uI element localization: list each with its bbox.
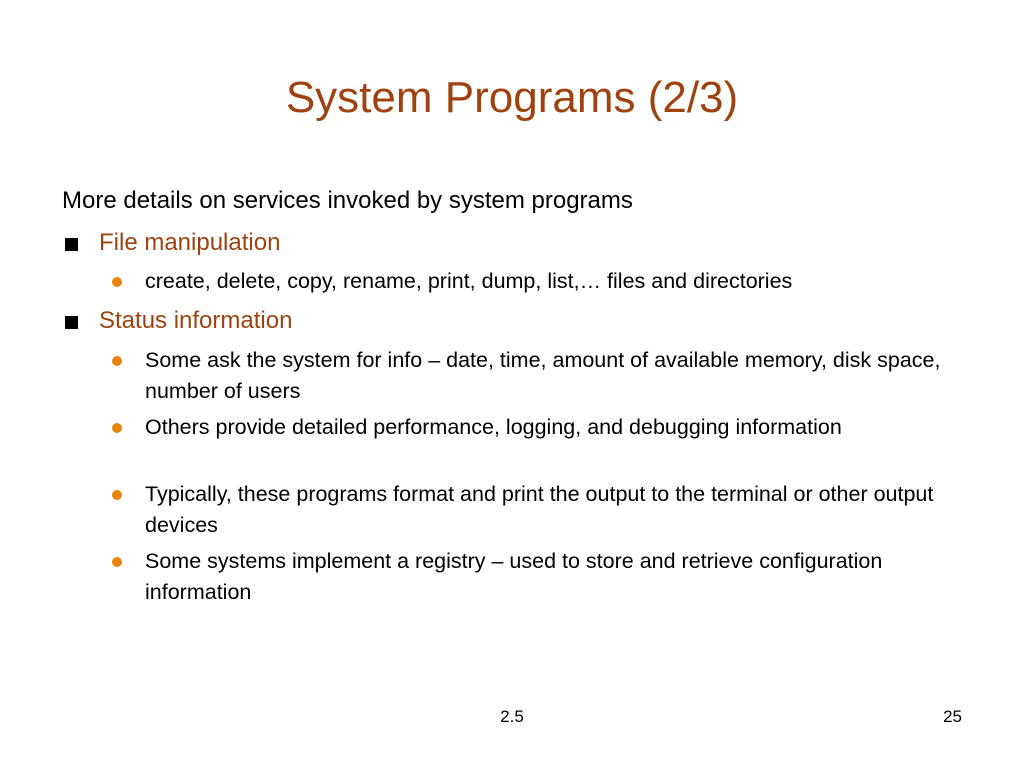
sub-bullet-text: Some systems implement a registry – used to store and retrieve configuration information — [145, 549, 883, 604]
bullet-heading: File manipulation — [99, 229, 281, 256]
intro-text: More details on services invoked by system programs — [62, 187, 633, 214]
square-bullet-icon — [65, 238, 78, 251]
sub-bullet-text: Others provide detailed performance, logging, and debugging information — [145, 415, 842, 439]
round-bullet-icon — [112, 356, 122, 366]
sub-bullet-file-ops — [108, 266, 958, 297]
round-bullet-icon — [112, 557, 122, 567]
bullet-heading: Status information — [99, 307, 293, 334]
sub-bullet-registry — [108, 546, 958, 608]
footer-section-number: 2.5 — [500, 707, 524, 726]
sub-bullet-performance-info — [108, 412, 958, 443]
sub-bullet-text: create, delete, copy, rename, print, dump, list,… files and directories — [145, 269, 793, 293]
page-number: 25 — [943, 707, 962, 726]
sub-bullet-output-format — [108, 479, 958, 541]
sub-bullet-text: Some ask the system for info – date, time, amount of available memory, disk space, number of users — [145, 348, 941, 403]
sub-bullet-system-info — [108, 345, 958, 407]
round-bullet-icon — [112, 490, 122, 500]
square-bullet-icon — [65, 316, 78, 329]
round-bullet-icon — [112, 277, 122, 287]
slide-title: System Programs (2/3) — [285, 73, 739, 122]
round-bullet-icon — [112, 423, 122, 433]
sub-bullet-text: Typically, these programs format and print the output to the terminal or other output devices — [145, 482, 934, 537]
